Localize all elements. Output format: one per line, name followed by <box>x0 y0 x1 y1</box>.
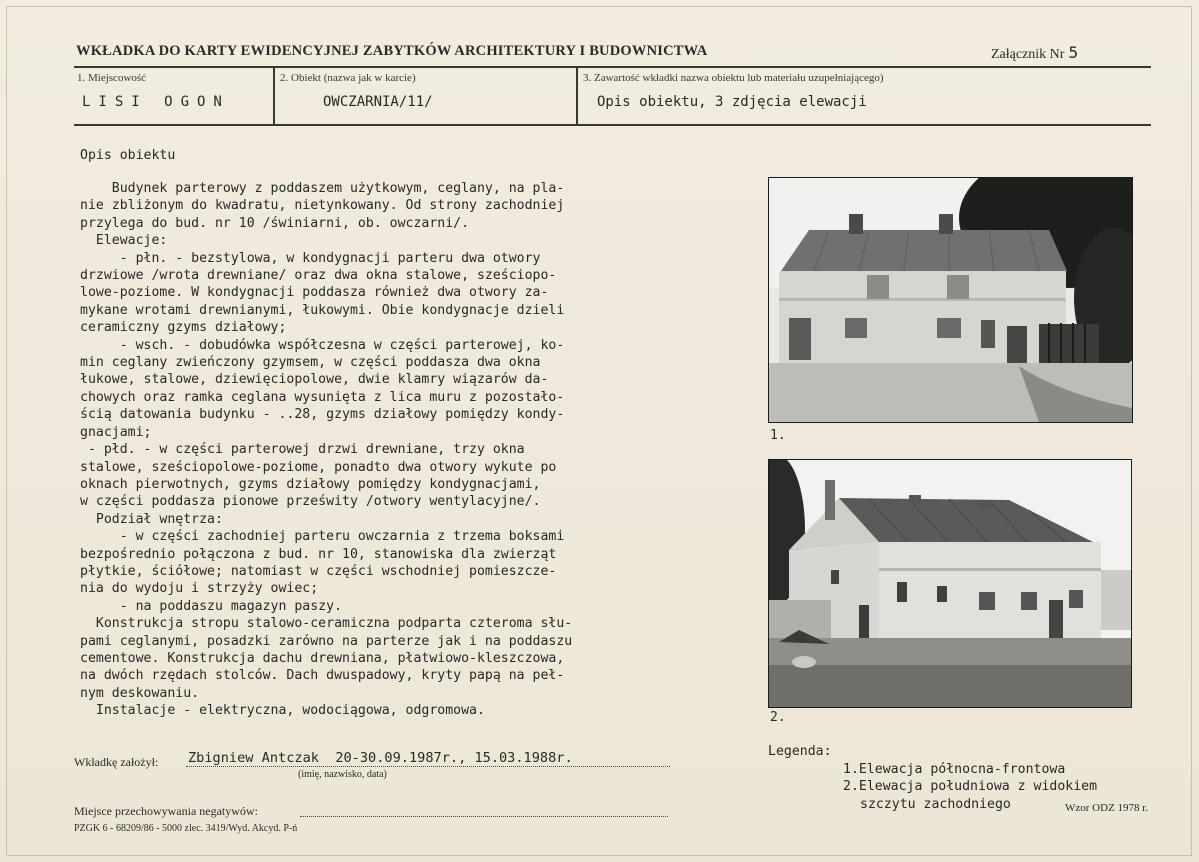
annex-number <box>991 43 1078 63</box>
object-label: 2. Obiekt (nazwa jak w karcie) <box>280 72 416 84</box>
description-line: na dwóch rzędach stolców. Dach dwuspadowy, kryty papą na peł- <box>80 668 565 684</box>
description-line: płytkie, ściółowe; natomiast w części wschodniej pomieszcze- <box>80 563 557 579</box>
description-line: stalowe, sześciopolowe-poziome, ponadto dwa otwory wykute po <box>80 459 557 475</box>
description-line: w części poddasza pionowe prześwity /otwory wentylacyjne/. <box>80 494 541 510</box>
description-line: Elewacje: <box>80 233 168 249</box>
photo-north-elevation <box>768 177 1133 423</box>
description-line: lowe-poziome. W kondygnacji poddasza również dwa otwory za- <box>80 285 549 301</box>
field-divider-1 <box>273 68 275 124</box>
description-line: - płn. - bezstylowa, w kondygnacji parteru dwa otwory <box>80 250 541 266</box>
description-heading: Opis obiektu <box>80 148 176 163</box>
description-line: nym deskowaniu. <box>80 685 200 701</box>
description-line: ścią datowania budynku - ..28, gzyms działowy pomiędzy kondy- <box>80 407 565 423</box>
description-line: Podział wnętrza: <box>80 511 223 527</box>
description-line: nie zbliżonym do kwadratu, nietynkowany. Od strony zachodniej <box>80 198 565 214</box>
description-line: - płd. - w części parterowej drzwi drewniane, trzy okna <box>80 442 525 458</box>
description-line: nia do wydoju i strzyży owiec; <box>80 581 319 597</box>
photo-south-elevation <box>768 459 1132 708</box>
object-value: OWCZARNIA/11/ <box>323 94 433 110</box>
description-line: min ceglany zwieńczony gzymsem, w części poddasza dwa okna <box>80 355 541 371</box>
form-reference: Wzor ODZ 1978 r. <box>1065 802 1149 814</box>
description-line: - na poddaszu magazyn paszy. <box>80 598 343 614</box>
photo-1-caption: 1. <box>770 428 786 443</box>
description-line: Instalacje - elektryczna, wodociągowa, odgromowa. <box>80 703 485 719</box>
header-rule-top <box>74 66 1151 68</box>
description-line: pami ceglanymi, posadzki zarówno na parterze jak i na poddaszu <box>80 633 573 649</box>
card-title: WKŁADKA DO KARTY EWIDENCYJNEJ ZABYTKÓW ARCHITEKTURY I BUDOWNICTWA <box>76 43 708 59</box>
annex-label: Załącznik Nr <box>991 47 1065 62</box>
south-elevation-picture <box>769 460 1131 707</box>
header-rule-bottom <box>74 124 1151 126</box>
description-line: cementowe. Konstrukcja dachu drewniana, płatwiowo-kleszczowa, <box>80 650 565 666</box>
content-label: 3. Zawartość wkładki nazwa obiektu lub materiału uzupełniającego) <box>583 72 884 84</box>
legend-item-1: 1.Elewacja północna-frontowa <box>843 762 1066 777</box>
description-line: Budynek parterowy z poddaszem użytkowym, ceglany, na pla- <box>80 181 565 196</box>
description-line: przylega do bud. nr 10 /świniarni, ob. owczarni/. <box>80 215 470 231</box>
place-value: LISI OGON <box>82 94 230 110</box>
author-value: Zbigniew Antczak 20-30.09.1987r., 15.03.1988r. <box>188 750 573 766</box>
description-line: ceramiczny gzyms działowy; <box>80 320 287 336</box>
north-elevation-picture <box>769 178 1132 422</box>
place-label: 1. Miejscowość <box>77 72 147 84</box>
description-line: łukowe, stalowe, dziewięciopolowe, dwie klamry wiązarów da- <box>80 372 549 388</box>
negatives-label: Miejsce przechowywania negatywów: <box>74 804 258 818</box>
content-value: Opis obiektu, 3 zdjęcia elewacji <box>597 94 867 110</box>
author-hint: (imię, nazwisko, data) <box>298 769 387 780</box>
author-dotted-line <box>186 766 670 767</box>
photo-2-caption: 2. <box>770 710 786 725</box>
description-line: - w części zachodniej parteru owczarnia z trzema boksami <box>80 529 565 545</box>
description-line: chowych oraz ramka ceglana wysunięta z lica muru z pozostało- <box>80 389 565 405</box>
author-label: Wkładkę założył: <box>74 755 159 769</box>
description-line: gnacjami; <box>80 424 152 440</box>
description-text <box>80 180 572 720</box>
print-info: PZGK 6 - 68209/86 - 5000 zlec. 3419/Wyd. Akcyd. P-ń <box>74 823 298 834</box>
description-line: bezpośrednio połączona z bud. nr 10, stanowiska dla zwierząt <box>80 546 557 562</box>
description-line: Konstrukcja stropu stalowo-ceramiczna podparta czteroma słu- <box>80 616 573 632</box>
description-line: drzwiowe /wrota drewniane/ oraz dwa okna stalowe, sześciopo- <box>80 268 557 284</box>
description-line: oknach pierwotnych, gzyms działowy pomiędzy kondygnacjami, <box>80 476 541 492</box>
negatives-dotted-line <box>300 816 668 817</box>
legend-item-2-cont: szczytu zachodniego <box>860 797 1011 812</box>
description-line: - wsch. - dobudówka współczesna w części parterowej, ko- <box>80 337 565 353</box>
annex-value: 5 <box>1068 43 1079 62</box>
description-line: mykane wrotami drewnianymi, łukowymi. Obie kondygnacje dzieli <box>80 302 565 318</box>
legend-item-2: 2.Elewacja południowa z widokiem <box>843 779 1098 794</box>
field-divider-2 <box>576 68 578 124</box>
legend-heading: Legenda: <box>768 744 832 759</box>
